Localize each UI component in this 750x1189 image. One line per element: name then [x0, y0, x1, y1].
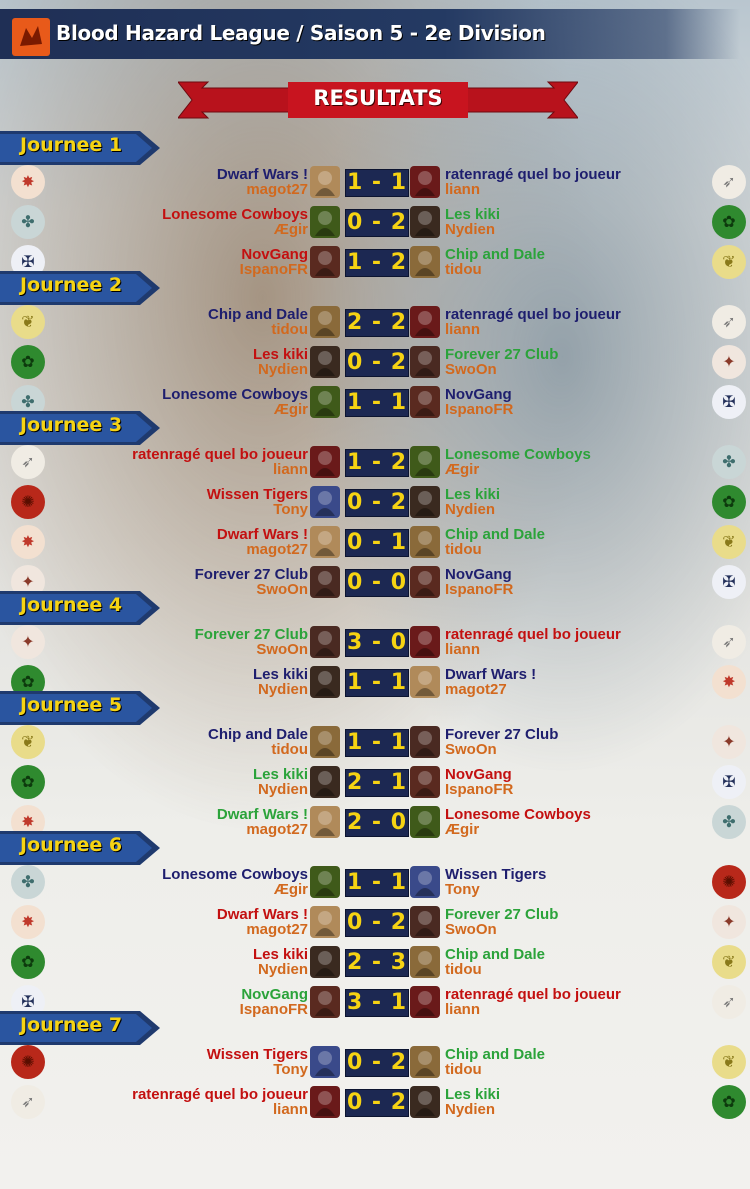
- home-player-avatar: [310, 1046, 340, 1078]
- lizard-emblem-icon: ✤: [712, 805, 746, 839]
- match-score: 0 - 0: [346, 570, 408, 595]
- page-title: Blood Hazard League / Saison 5 - 2e Division: [56, 21, 546, 45]
- home-team-name[interactable]: Dwarf Wars !: [216, 906, 308, 923]
- match-row[interactable]: [0, 162, 750, 202]
- match-row[interactable]: [0, 482, 750, 522]
- dwarf-emblem-icon: ✸: [712, 665, 746, 699]
- match-score: 3 - 0: [346, 630, 408, 655]
- away-coach[interactable]: liann: [445, 181, 481, 198]
- home-coach[interactable]: Nydien: [257, 781, 308, 798]
- away-coach[interactable]: Ægir: [445, 461, 480, 478]
- home-team-name[interactable]: Lonesome Cowboys: [162, 866, 308, 883]
- home-player-avatar: [310, 386, 340, 418]
- away-team-name[interactable]: Les kiki: [445, 1086, 501, 1103]
- match-row[interactable]: [0, 1042, 750, 1082]
- away-player-avatar: [410, 446, 440, 478]
- away-player-avatar: [410, 766, 440, 798]
- match-score: 0 - 2: [346, 910, 408, 935]
- match-score: 2 - 2: [346, 310, 408, 335]
- skaven-emblem-icon: ➶: [712, 165, 746, 199]
- skaven-emblem-icon: ➶: [712, 305, 746, 339]
- match-row[interactable]: [0, 862, 750, 902]
- home-coach[interactable]: magot27: [246, 921, 308, 938]
- home-coach[interactable]: magot27: [246, 821, 308, 838]
- away-team[interactable]: [445, 447, 591, 477]
- home-coach[interactable]: Nydien: [257, 361, 308, 378]
- away-team-name[interactable]: Lonesome Cowboys: [445, 446, 591, 463]
- beast-emblem-icon: ✦: [11, 565, 45, 599]
- home-player-avatar: [310, 166, 340, 198]
- away-team[interactable]: [445, 1087, 500, 1117]
- away-player-avatar: [410, 726, 440, 758]
- away-coach[interactable]: Nydien: [445, 221, 496, 238]
- home-coach[interactable]: magot27: [246, 181, 308, 198]
- orc-emblem-icon: ✿: [712, 1085, 746, 1119]
- away-team-name[interactable]: Wissen Tigers: [445, 866, 547, 883]
- journee-header: [0, 411, 160, 445]
- match-score: 2 - 0: [346, 810, 408, 835]
- home-player-avatar: [310, 946, 340, 978]
- home-player-avatar: [310, 526, 340, 558]
- home-coach[interactable]: Ægir: [273, 401, 308, 418]
- orc-emblem-icon: ✿: [11, 665, 45, 699]
- match-row[interactable]: [0, 302, 750, 342]
- away-coach[interactable]: Nydien: [445, 1101, 496, 1118]
- home-coach[interactable]: liann: [272, 1101, 308, 1118]
- halfling-emblem-icon: ❦: [712, 1045, 746, 1079]
- away-coach[interactable]: tidou: [445, 541, 482, 558]
- skaven-emblem-icon: ➶: [11, 445, 45, 479]
- journee-header: [0, 591, 160, 625]
- home-player-avatar: [310, 866, 340, 898]
- match-row[interactable]: [0, 522, 750, 562]
- home-player-avatar: [310, 666, 340, 698]
- match-score: 2 - 3: [346, 950, 408, 975]
- home-team[interactable]: [217, 907, 308, 937]
- journee-label: Journee 5: [20, 694, 123, 716]
- away-team-name[interactable]: Chip and Dale: [445, 1046, 546, 1063]
- away-coach[interactable]: tidou: [445, 1061, 482, 1078]
- away-team-name[interactable]: NovGang: [445, 566, 512, 583]
- journee-label: Journee 2: [20, 274, 123, 296]
- home-team-name[interactable]: ratenragé quel bo joueur: [132, 446, 308, 463]
- away-coach[interactable]: Ægir: [445, 821, 480, 838]
- match-score: 0 - 2: [346, 210, 408, 235]
- home-player-avatar: [310, 1086, 340, 1118]
- page-header: [0, 9, 740, 59]
- away-team[interactable]: [445, 387, 513, 417]
- halfling-emblem-icon: ❦: [11, 305, 45, 339]
- away-team-name[interactable]: Chip and Dale: [445, 246, 546, 263]
- away-team-name[interactable]: ratenragé quel bo joueur: [445, 166, 621, 183]
- away-team-name[interactable]: ratenragé quel bo joueur: [445, 626, 621, 643]
- home-team[interactable]: [207, 487, 308, 517]
- away-coach[interactable]: IspanoFR: [445, 581, 514, 598]
- home-player-avatar: [310, 906, 340, 938]
- away-team[interactable]: [445, 487, 500, 517]
- resultats-banner: [178, 78, 578, 122]
- home-coach[interactable]: SwoOn: [256, 641, 308, 658]
- home-team[interactable]: [240, 247, 308, 277]
- home-team[interactable]: [253, 947, 308, 977]
- away-team[interactable]: [445, 767, 513, 797]
- chaos-emblem-icon: ✠: [712, 765, 746, 799]
- home-team[interactable]: [207, 1047, 308, 1077]
- match-score: 1 - 1: [346, 670, 408, 695]
- dwarf-emblem-icon: ✸: [11, 805, 45, 839]
- away-team[interactable]: [445, 207, 500, 237]
- lizard-emblem-icon: ✤: [11, 205, 45, 239]
- match-score: 1 - 1: [346, 170, 408, 195]
- beast-emblem-icon: ✦: [712, 345, 746, 379]
- match-row[interactable]: [0, 202, 750, 242]
- home-team[interactable]: [253, 667, 308, 697]
- away-coach[interactable]: magot27: [445, 681, 507, 698]
- orc-emblem-icon: ✿: [11, 765, 45, 799]
- away-team[interactable]: [445, 907, 558, 937]
- match-row[interactable]: [0, 942, 750, 982]
- away-team[interactable]: [445, 247, 545, 277]
- away-team[interactable]: [445, 947, 545, 977]
- home-team[interactable]: [162, 867, 308, 897]
- away-team[interactable]: [445, 567, 513, 597]
- home-team-name[interactable]: ratenragé quel bo joueur: [132, 1086, 308, 1103]
- home-coach[interactable]: IspanoFR: [239, 261, 308, 278]
- dwarf-emblem-icon: ✸: [11, 905, 45, 939]
- halfling-emblem-icon: ❦: [11, 725, 45, 759]
- home-team-name[interactable]: NovGang: [241, 986, 308, 1003]
- journee-label: Journee 1: [20, 134, 123, 156]
- away-player-avatar: [410, 346, 440, 378]
- journee-header: [0, 271, 160, 305]
- chaos-emblem-icon: ✠: [712, 385, 746, 419]
- match-score: 1 - 1: [346, 870, 408, 895]
- match-score: 0 - 2: [346, 350, 408, 375]
- away-player-avatar: [410, 166, 440, 198]
- away-team-name[interactable]: Les kiki: [445, 486, 501, 503]
- away-team-name[interactable]: Forever 27 Club: [445, 346, 559, 363]
- journee-header: [0, 691, 160, 725]
- away-team-name[interactable]: NovGang: [445, 766, 512, 783]
- away-team[interactable]: [445, 727, 558, 757]
- match-score: 1 - 2: [346, 450, 408, 475]
- home-team-name[interactable]: Les kiki: [252, 666, 308, 683]
- match-score: 0 - 2: [346, 1090, 408, 1115]
- away-team-name[interactable]: ratenragé quel bo joueur: [445, 986, 621, 1003]
- home-coach[interactable]: Tony: [273, 501, 308, 518]
- home-team[interactable]: [132, 447, 308, 477]
- journee-label: Journee 6: [20, 834, 123, 856]
- away-team[interactable]: [445, 807, 591, 837]
- human-emblem-icon: ✺: [712, 865, 746, 899]
- away-coach[interactable]: liann: [445, 321, 481, 338]
- home-coach[interactable]: SwoOn: [256, 581, 308, 598]
- home-team-name[interactable]: Les kiki: [252, 766, 308, 783]
- away-team[interactable]: [445, 307, 621, 337]
- match-score: 0 - 1: [346, 530, 408, 555]
- halfling-emblem-icon: ❦: [712, 945, 746, 979]
- home-team-name[interactable]: Chip and Dale: [207, 306, 308, 323]
- home-team-name[interactable]: Chip and Dale: [207, 726, 308, 743]
- away-coach[interactable]: Tony: [445, 881, 480, 898]
- away-player-avatar: [410, 1046, 440, 1078]
- home-coach[interactable]: tidou: [271, 321, 308, 338]
- orc-emblem-icon: ✿: [11, 345, 45, 379]
- lizard-emblem-icon: ✤: [11, 865, 45, 899]
- home-team-name[interactable]: Les kiki: [252, 346, 308, 363]
- away-team[interactable]: [445, 667, 536, 697]
- home-player-avatar: [310, 766, 340, 798]
- home-team[interactable]: [132, 1087, 308, 1117]
- chaos-emblem-icon: ✠: [712, 565, 746, 599]
- home-team[interactable]: [195, 567, 308, 597]
- home-coach[interactable]: Tony: [273, 1061, 308, 1078]
- away-team[interactable]: [445, 987, 621, 1017]
- home-coach[interactable]: IspanoFR: [239, 1001, 308, 1018]
- beast-emblem-icon: ✦: [712, 905, 746, 939]
- home-coach[interactable]: tidou: [271, 741, 308, 758]
- away-coach[interactable]: IspanoFR: [445, 781, 514, 798]
- home-team[interactable]: [162, 387, 308, 417]
- match-score: 0 - 2: [346, 1050, 408, 1075]
- away-team-name[interactable]: NovGang: [445, 386, 512, 403]
- home-player-avatar: [310, 726, 340, 758]
- away-player-avatar: [410, 206, 440, 238]
- home-player-avatar: [310, 566, 340, 598]
- away-team-name[interactable]: Les kiki: [445, 206, 501, 223]
- home-player-avatar: [310, 346, 340, 378]
- away-player-avatar: [410, 1086, 440, 1118]
- away-team-name[interactable]: Chip and Dale: [445, 526, 546, 543]
- home-team-name[interactable]: Wissen Tigers: [206, 486, 308, 503]
- home-team-name[interactable]: Lonesome Cowboys: [162, 206, 308, 223]
- home-coach[interactable]: Nydien: [257, 681, 308, 698]
- away-coach[interactable]: SwoOn: [445, 741, 497, 758]
- home-team-name[interactable]: Lonesome Cowboys: [162, 386, 308, 403]
- home-team-name[interactable]: Dwarf Wars !: [216, 806, 308, 823]
- skaven-emblem-icon: ➶: [11, 1085, 45, 1119]
- home-player-avatar: [310, 246, 340, 278]
- chaos-emblem-icon: ✠: [11, 985, 45, 1019]
- home-player-avatar: [310, 486, 340, 518]
- away-player-avatar: [410, 526, 440, 558]
- away-team[interactable]: [445, 867, 546, 897]
- home-team[interactable]: [217, 167, 308, 197]
- orc-emblem-icon: ✿: [11, 945, 45, 979]
- away-team-name[interactable]: Forever 27 Club: [445, 726, 559, 743]
- away-coach[interactable]: Nydien: [445, 501, 496, 518]
- journee-label: Journee 4: [20, 594, 123, 616]
- home-team[interactable]: [253, 347, 308, 377]
- away-player-avatar: [410, 246, 440, 278]
- home-coach[interactable]: Ægir: [273, 221, 308, 238]
- away-team-name[interactable]: Lonesome Cowboys: [445, 806, 591, 823]
- home-player-avatar: [310, 986, 340, 1018]
- journee-label: Journee 7: [20, 1014, 123, 1036]
- match-row[interactable]: [0, 1082, 750, 1122]
- away-coach[interactable]: liann: [445, 1001, 481, 1018]
- home-team[interactable]: [217, 527, 308, 557]
- home-player-avatar: [310, 446, 340, 478]
- journee-header: [0, 831, 160, 865]
- away-player-avatar: [410, 906, 440, 938]
- match-row[interactable]: [0, 762, 750, 802]
- lizard-emblem-icon: ✤: [11, 385, 45, 419]
- away-team-name[interactable]: Chip and Dale: [445, 946, 546, 963]
- halfling-emblem-icon: ❦: [712, 245, 746, 279]
- match-row[interactable]: [0, 442, 750, 482]
- home-coach[interactable]: liann: [272, 461, 308, 478]
- lizard-emblem-icon: ✤: [712, 445, 746, 479]
- home-coach[interactable]: Nydien: [257, 961, 308, 978]
- home-team[interactable]: [162, 207, 308, 237]
- away-player-avatar: [410, 306, 440, 338]
- journee-header: [0, 1011, 160, 1045]
- away-coach[interactable]: IspanoFR: [445, 401, 514, 418]
- skaven-emblem-icon: ➶: [712, 985, 746, 1019]
- home-team[interactable]: [195, 627, 308, 657]
- match-score: 1 - 1: [346, 730, 408, 755]
- away-player-avatar: [410, 666, 440, 698]
- dwarf-emblem-icon: ✸: [11, 165, 45, 199]
- away-coach[interactable]: tidou: [445, 961, 482, 978]
- home-team[interactable]: [253, 767, 308, 797]
- match-row[interactable]: [0, 902, 750, 942]
- away-team-name[interactable]: Forever 27 Club: [445, 906, 559, 923]
- home-team-name[interactable]: Les kiki: [252, 946, 308, 963]
- home-team-name[interactable]: Forever 27 Club: [194, 566, 308, 583]
- halfling-emblem-icon: ❦: [712, 525, 746, 559]
- journee-header: [0, 131, 160, 165]
- home-player-avatar: [310, 626, 340, 658]
- away-player-avatar: [410, 986, 440, 1018]
- match-score: 1 - 2: [346, 250, 408, 275]
- human-emblem-icon: ✺: [11, 1045, 45, 1079]
- home-player-avatar: [310, 806, 340, 838]
- away-player-avatar: [410, 386, 440, 418]
- away-team-name[interactable]: ratenragé quel bo joueur: [445, 306, 621, 323]
- home-team-name[interactable]: NovGang: [241, 246, 308, 263]
- home-coach[interactable]: Ægir: [273, 881, 308, 898]
- home-team[interactable]: [217, 807, 308, 837]
- home-team-name[interactable]: Forever 27 Club: [194, 626, 308, 643]
- away-team[interactable]: [445, 527, 545, 557]
- orc-emblem-icon: ✿: [712, 485, 746, 519]
- banner-label: RESULTATS: [313, 86, 443, 110]
- home-team[interactable]: [208, 307, 308, 337]
- match-row[interactable]: [0, 622, 750, 662]
- away-coach[interactable]: SwoOn: [445, 921, 497, 938]
- orc-emblem-icon: ✿: [712, 205, 746, 239]
- away-player-avatar: [410, 806, 440, 838]
- away-player-avatar: [410, 486, 440, 518]
- match-score: 3 - 1: [346, 990, 408, 1015]
- human-emblem-icon: ✺: [11, 485, 45, 519]
- skaven-emblem-icon: ➶: [712, 625, 746, 659]
- away-team[interactable]: [445, 347, 558, 377]
- away-player-avatar: [410, 626, 440, 658]
- away-player-avatar: [410, 866, 440, 898]
- beast-emblem-icon: ✦: [11, 625, 45, 659]
- beast-emblem-icon: ✦: [712, 725, 746, 759]
- home-team-name[interactable]: Wissen Tigers: [206, 1046, 308, 1063]
- home-team[interactable]: [208, 727, 308, 757]
- home-coach[interactable]: magot27: [246, 541, 308, 558]
- match-score: 1 - 1: [346, 390, 408, 415]
- away-team-name[interactable]: Dwarf Wars !: [445, 666, 537, 683]
- away-coach[interactable]: tidou: [445, 261, 482, 278]
- away-player-avatar: [410, 946, 440, 978]
- away-coach[interactable]: liann: [445, 641, 481, 658]
- away-team[interactable]: [445, 1047, 545, 1077]
- league-logo-icon: [12, 18, 50, 56]
- home-player-avatar: [310, 306, 340, 338]
- match-score: 2 - 1: [346, 770, 408, 795]
- dwarf-emblem-icon: ✸: [11, 525, 45, 559]
- away-coach[interactable]: SwoOn: [445, 361, 497, 378]
- away-team[interactable]: [445, 627, 621, 657]
- match-row[interactable]: [0, 722, 750, 762]
- journee-label: Journee 3: [20, 414, 123, 436]
- match-score: 0 - 2: [346, 490, 408, 515]
- home-team-name[interactable]: Dwarf Wars !: [216, 166, 308, 183]
- match-row[interactable]: [0, 342, 750, 382]
- home-team-name[interactable]: Dwarf Wars !: [216, 526, 308, 543]
- away-team[interactable]: [445, 167, 621, 197]
- home-team[interactable]: [240, 987, 308, 1017]
- home-player-avatar: [310, 206, 340, 238]
- away-player-avatar: [410, 566, 440, 598]
- chaos-emblem-icon: ✠: [11, 245, 45, 279]
